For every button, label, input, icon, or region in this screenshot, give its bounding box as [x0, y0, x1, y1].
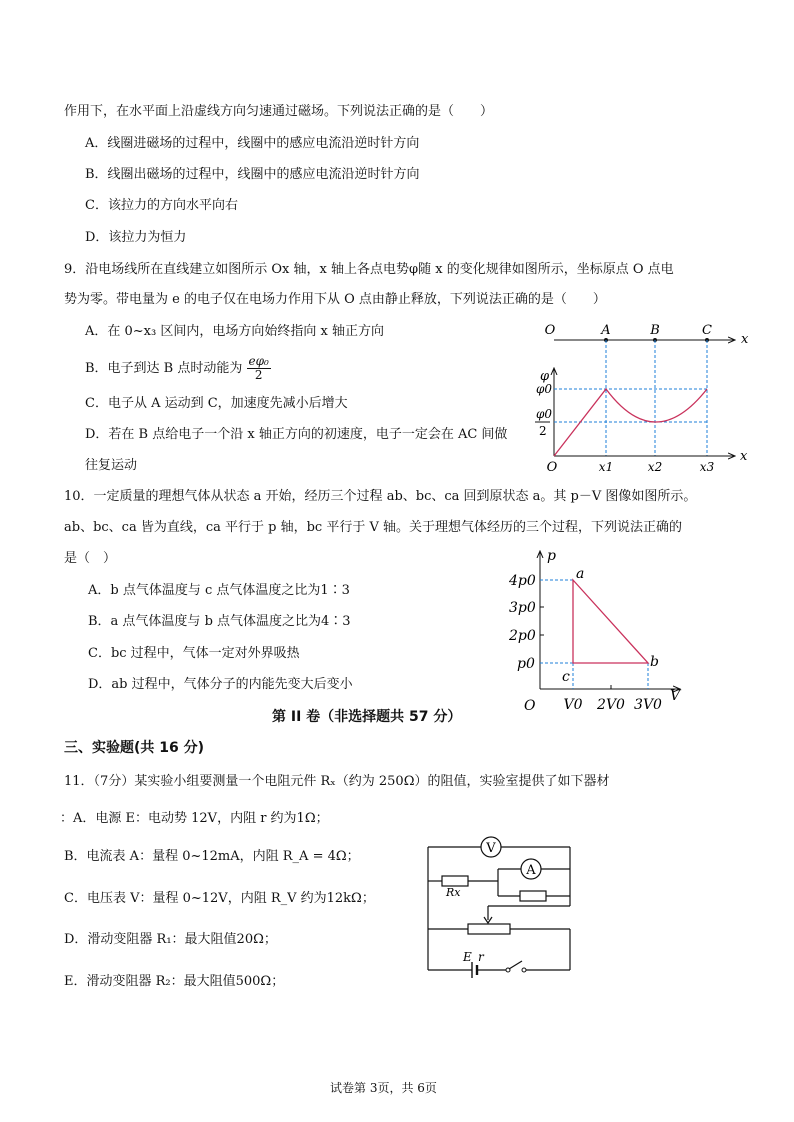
- p-tick-4p0: 4p0: [509, 573, 536, 589]
- top-label-x: x: [741, 332, 749, 347]
- phi0-half-numerator: φ0: [536, 407, 553, 421]
- q10-option-d: D．ab 过程中，气体分子的内能先变大后变小: [88, 677, 353, 692]
- v-tick-2v0: 2V0: [597, 697, 625, 713]
- q9-option-b-prefix: B．电子到达 B 点时动能为: [85, 361, 243, 376]
- origin-label: O: [524, 698, 536, 714]
- q10-stem-line3: 是（ ）: [64, 551, 117, 566]
- rx-resistor: [442, 876, 468, 886]
- q8-option-a: A．线圈进磁场的过程中，线圈中的感应电流沿逆时针方向: [85, 136, 420, 151]
- q11-stem-line1: 11．（7分）某实验小组要测量一个电阻元件 Rₓ（约为 250Ω）的阻值，实验室提供了如下器材: [64, 774, 610, 789]
- cycle-triangle: [573, 580, 648, 663]
- rx-label: Rx: [446, 886, 461, 899]
- phi0-half-denominator: 2: [539, 424, 547, 438]
- q11-circuit-diagram: [418, 834, 578, 979]
- bottom-label-x3: x3: [699, 460, 715, 474]
- source-label: E: [463, 950, 472, 964]
- q8-stem-tail: 作用下，在水平面上沿虚线方向匀速通过磁场。下列说法正确的是（ ）: [64, 104, 494, 119]
- q9-option-b-denominator: 2: [254, 368, 263, 382]
- q9-option-d-line1: D．若在 B 点给电子一个沿 x 轴正方向的初速度，电子一定会在 AC 间做: [85, 427, 508, 442]
- q11-item-d: D．滑动变阻器 R₁：最大阻值20Ω；: [64, 932, 277, 947]
- q11-item-e: E．滑动变阻器 R₂：最大阻值500Ω；: [64, 974, 285, 989]
- q11-stem-line2: ：A．电源 E：电动势 12V，内阻 r 约为1Ω；: [60, 811, 329, 826]
- point-b-label: b: [650, 654, 659, 670]
- bottom-label-x2: x2: [647, 460, 663, 474]
- v-tick-3v0: 3V0: [634, 697, 662, 713]
- bottom-label-x1: x1: [598, 460, 614, 474]
- q9-option-b-numerator: eφ₀: [248, 354, 269, 368]
- q10-option-c: C．bc 过程中，气体一定对外界吸热: [88, 646, 300, 661]
- point-a-label: a: [576, 566, 585, 582]
- v-axis-label: V: [670, 688, 681, 704]
- v-tick-v0: V0: [563, 697, 583, 713]
- rheostat: [468, 924, 510, 934]
- q10-stem-line1: 10．一定质量的理想气体从状态 a 开始，经历三个过程 ab、bc、ca 回到原状态 a。其 p－V 图像如图所示。: [64, 489, 697, 504]
- q9-potential-figure: [530, 318, 760, 480]
- q9-option-c: C．电子从 A 运动到 C，加速度先减小后增大: [85, 396, 348, 411]
- bottom-label-x: x: [740, 449, 748, 464]
- q11-item-c: C．电压表 V：量程 0~12V，内阻 R_V 约为12kΩ；: [64, 891, 375, 906]
- top-label-c: C: [702, 323, 712, 338]
- q10-stem-line2: ab、bc、ca 皆为直线，ca 平行于 p 轴，bc 平行于 V 轴。关于理想气体经历的三个过程，下列说法正确的: [64, 520, 682, 535]
- ammeter-label: A: [526, 863, 536, 878]
- q11-item-b: B．电流表 A：量程 0~12mA，内阻 R_A = 4Ω；: [64, 849, 360, 864]
- p-tick-3p0: 3p0: [509, 600, 536, 616]
- q9-stem-line1: 9．沿电场线所在直线建立如图所示 Ox 轴，x 轴上各点电势φ随 x 的变化规律如图所示，坐标原点 O 点电: [64, 262, 674, 277]
- section-heading: 三、实验题(共 16 分): [64, 740, 205, 756]
- top-label-o: O: [544, 323, 556, 338]
- q8-option-d: D．该拉力为恒力: [85, 230, 187, 245]
- q10-option-a: A．b 点气体温度与 c 点气体温度之比为1∶3: [88, 583, 350, 598]
- q8-option-c: C．该拉力的方向水平向右: [85, 198, 238, 213]
- phi-axis-label: φ: [540, 369, 550, 384]
- phi0-label: φ0: [536, 382, 553, 396]
- q8-option-b: B．线圈出磁场的过程中，线圈中的感应电流沿逆时针方向: [85, 167, 420, 182]
- volume-title: 第 II 卷（非选择题共 57 分）: [272, 709, 462, 725]
- p-axis-label: p: [547, 548, 556, 564]
- top-label-b: B: [650, 323, 660, 338]
- bottom-label-o: O: [546, 460, 558, 475]
- point-c-label: c: [562, 669, 570, 685]
- internal-resistance-label: r: [478, 950, 484, 964]
- p-tick-p0: p0: [517, 656, 535, 672]
- series-resistor: [520, 891, 546, 901]
- q9-option-a: A．在 0~x₃ 区间内，电场方向始终指向 x 轴正方向: [85, 324, 384, 339]
- q9-option-b: [85, 354, 271, 384]
- q9-option-d-line2: 往复运动: [85, 458, 138, 473]
- q9-option-b-fraction: [247, 355, 271, 382]
- q9-stem-line2: 势为零。带电量为 e 的电子仅在电场力作用下从 O 点由静止释放，下列说法正确的是（ ）: [64, 292, 606, 307]
- top-label-a: A: [601, 323, 611, 338]
- page-footer: 试卷第 3页，共 6页: [330, 1081, 437, 1095]
- p-tick-2p0: 2p0: [509, 628, 536, 644]
- q10-pv-figure: [500, 545, 700, 715]
- q10-option-b: B．a 点气体温度与 b 点气体温度之比为4∶3: [88, 614, 351, 629]
- voltmeter-label: V: [486, 841, 496, 856]
